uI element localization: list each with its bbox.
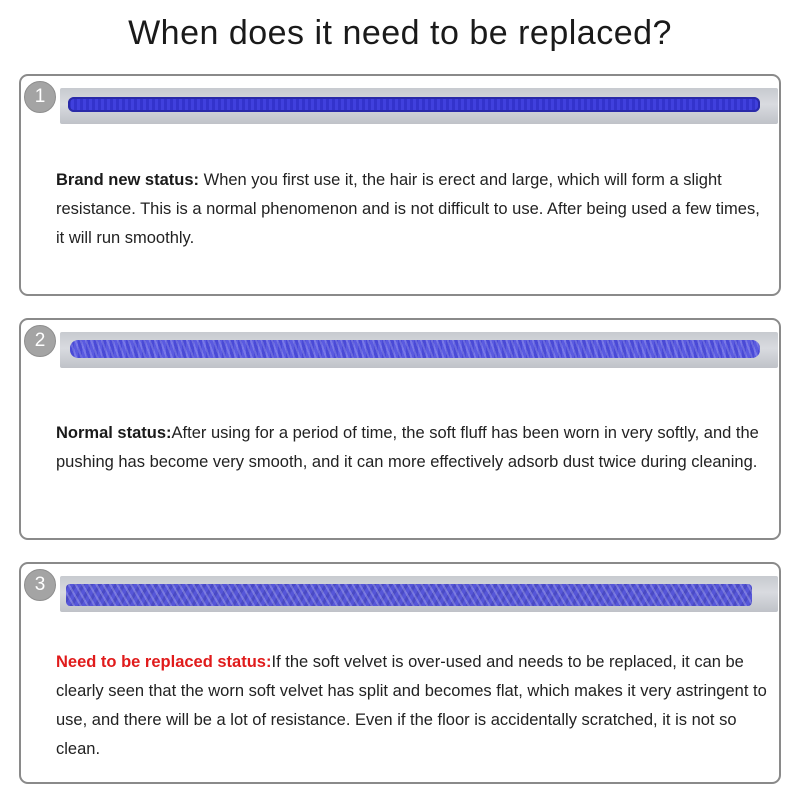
brush-strip-photo [60, 88, 778, 124]
page-title: When does it need to be replaced? [128, 14, 672, 52]
brush-strip-photo [60, 332, 778, 368]
brush-roller-new [68, 97, 760, 112]
step-number-badge: 1 [24, 81, 56, 113]
status-description [56, 419, 768, 477]
status-body: If the soft velvet is over-used and needs to be replaced, it can be clearly seen that the worn soft velvet has split and becomes flat, which makes it very astringent to use, and there will be a lot of resistance. Even if the floor is accidentally scratched, it is not so clean. [56, 653, 767, 758]
status-body: When you first use it, the hair is erect and large, which will form a slight resistance. This is a normal phenomenon and is not difficult to use. After being used a few times, it will run smoothly. [56, 171, 760, 247]
status-body: After using for a period of time, the soft fluff has been worn in very softly, and the pushing has become very smooth, and it can more effectively adsorb dust twice during cleaning. [56, 424, 759, 471]
status-description [56, 648, 768, 764]
brush-roller-worn-out [66, 584, 752, 606]
brush-strip-photo [60, 576, 778, 612]
brush-roller-worn-in [70, 340, 760, 358]
status-card-brand-new [19, 74, 781, 296]
step-number-badge: 2 [24, 325, 56, 357]
status-heading: Normal status: [56, 424, 172, 442]
status-card-normal [19, 318, 781, 540]
status-heading-warning: Need to be replaced status: [56, 653, 272, 671]
status-card-replace [19, 562, 781, 784]
status-heading: Brand new status: [56, 171, 200, 189]
status-description [56, 166, 768, 253]
step-number-badge: 3 [24, 569, 56, 601]
